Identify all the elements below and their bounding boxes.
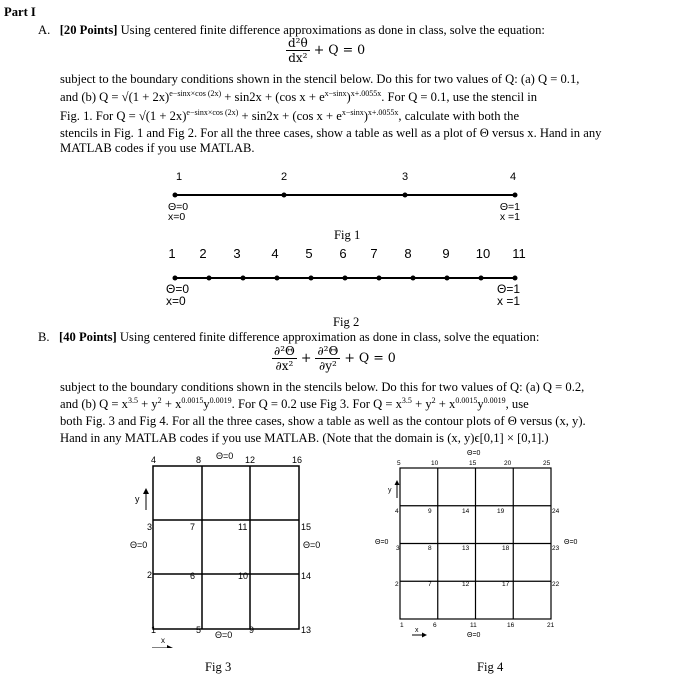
fig4-node-label: 12 bbox=[462, 581, 470, 588]
fig2-right-bc: Θ=1 bbox=[496, 282, 520, 296]
fig4-node-label: 16 bbox=[507, 622, 515, 629]
fig3-node-label: 1 bbox=[151, 625, 157, 635]
fig3-node-label: 6 bbox=[190, 571, 196, 581]
a-line3-part-c: ) bbox=[363, 109, 368, 123]
a-line3-sup3: x+.0055x bbox=[367, 107, 399, 117]
a-line2-sup3: x+.0055x bbox=[350, 88, 382, 98]
fig1-node-dot bbox=[173, 193, 178, 198]
fig3-right-bc: Θ=0 bbox=[303, 540, 321, 550]
fig2-node-label: 11 bbox=[512, 246, 526, 261]
fig3-top-bc: Θ=0 bbox=[216, 451, 234, 461]
section-b-points: [40 Points] bbox=[59, 330, 117, 344]
fig4-node-label: 18 bbox=[502, 545, 510, 552]
b-line2-c: + x bbox=[161, 397, 182, 411]
b-line2-a: and (b) Q = x bbox=[60, 397, 128, 411]
fig4-node-label: 25 bbox=[543, 460, 551, 467]
fig2-left-x: x=0 bbox=[166, 294, 186, 308]
fig4-node-label: 11 bbox=[470, 622, 477, 629]
section-a-line3 bbox=[60, 108, 519, 124]
fig4-node-label: 19 bbox=[497, 508, 505, 515]
part-title: Part I bbox=[4, 5, 36, 19]
fig4-node-label: 1 bbox=[400, 622, 404, 629]
section-a-equation bbox=[286, 36, 365, 65]
section-a-line1: subject to the boundary conditions shown in the stencil below. Do this for two values of Q: (a) Q = 0.1, bbox=[60, 72, 580, 86]
fig4-stencil bbox=[370, 446, 585, 646]
fig2-right-x: x =1 bbox=[496, 294, 520, 308]
a-line2-part-a: and (b) Q = √(1 + 2x) bbox=[60, 90, 170, 104]
fig3-y-label: y bbox=[135, 494, 140, 504]
fig3-node-label: 9 bbox=[249, 625, 255, 635]
fig2-node-label: 7 bbox=[370, 246, 378, 261]
fig3-node-label: 2 bbox=[147, 570, 153, 580]
section-a-line5: MATLAB codes if you use MATLAB. bbox=[60, 141, 255, 155]
fig2-node-label: 5 bbox=[305, 246, 313, 261]
b-line2-e: . For Q = 0.2 use Fig 3. For Q = x bbox=[231, 397, 402, 411]
fig4-node-label: 5 bbox=[397, 460, 401, 467]
b-line2-i: , use bbox=[505, 397, 529, 411]
eq-b-numerator-1: ∂²Θ bbox=[274, 344, 295, 358]
fig1-stencil bbox=[150, 165, 540, 225]
fig2-node-label: 1 bbox=[168, 246, 176, 261]
fig3-node-label: 12 bbox=[245, 455, 256, 465]
fig1-node-dot bbox=[403, 193, 408, 198]
b-line2-f: + y bbox=[411, 397, 432, 411]
eq-b-plus: + bbox=[300, 350, 312, 365]
fig3-node-label: 10 bbox=[238, 571, 249, 581]
eq-b-fraction-2 bbox=[315, 344, 340, 373]
fig4-y-label: y bbox=[388, 487, 392, 494]
fig1-node-label: 3 bbox=[401, 171, 409, 183]
eq-b-numerator-2: ∂²Θ bbox=[317, 344, 339, 358]
b-line2-h: y bbox=[477, 397, 484, 411]
fig4-node-label: 20 bbox=[504, 460, 512, 467]
fig4-node-label: 6 bbox=[433, 622, 437, 629]
fig1-node-label: 2 bbox=[280, 171, 288, 183]
fig3-left-bc: Θ=0 bbox=[130, 540, 148, 550]
fig4-x-label: x bbox=[415, 627, 419, 634]
fig1-node-dot bbox=[513, 193, 518, 198]
fig3-node-label: 3 bbox=[147, 522, 153, 532]
a-line2-sup2: x−sinx bbox=[324, 88, 347, 98]
fig4-node-label: 8 bbox=[428, 545, 432, 552]
b-line2-s5: 3.5 bbox=[401, 395, 412, 405]
fig2-caption: Fig 2 bbox=[333, 315, 360, 329]
a-line3-sup2: x−sinx bbox=[341, 107, 364, 117]
fig4-left-bc: Θ=0 bbox=[375, 539, 389, 546]
fig1-right-bc: Θ=1 bbox=[499, 201, 520, 213]
fig4-node-label: 7 bbox=[428, 581, 432, 588]
fig4-node-label: 3 bbox=[396, 545, 400, 552]
fig2-node-label: 4 bbox=[271, 246, 279, 261]
fig2-node-label: 6 bbox=[339, 246, 347, 261]
b-line2-d: y bbox=[203, 397, 210, 411]
fig4-node-label: 15 bbox=[469, 460, 477, 467]
fig3-node-label: 8 bbox=[196, 455, 202, 465]
b-line2-s2: 2 bbox=[157, 395, 162, 405]
section-b-label: B. bbox=[38, 330, 50, 344]
eq-b-fraction-1 bbox=[272, 344, 297, 373]
fig4-node-label: 13 bbox=[462, 545, 470, 552]
fig1-right-x: x =1 bbox=[499, 211, 520, 223]
a-line3-part-b: + sin2x + (cos x + e bbox=[238, 109, 342, 123]
b-line2-s6: 2 bbox=[431, 395, 436, 405]
fig2-node-label: 2 bbox=[199, 246, 207, 261]
section-b-line2 bbox=[60, 396, 529, 412]
fig3-y-arrowhead bbox=[143, 488, 149, 494]
b-line2-b: + y bbox=[137, 397, 158, 411]
fig4-node-label: 10 bbox=[431, 460, 439, 467]
section-a-label: A. bbox=[38, 23, 51, 37]
fig3-node-label: 11 bbox=[238, 522, 248, 532]
section-b-line3: both Fig. 3 and Fig 4. For all the three cases, show a table as well as the contour plots of Θ versus (x, y). bbox=[60, 414, 586, 428]
fig4-node-label: 24 bbox=[552, 508, 560, 515]
fig3-node-label: 13 bbox=[301, 625, 312, 635]
fig1-left-x: x=0 bbox=[168, 211, 186, 223]
b-line2-s8: 0.0019 bbox=[483, 395, 506, 405]
fig3-x-label: x bbox=[161, 636, 165, 645]
fig3-stencil bbox=[125, 448, 340, 648]
fig4-node-label: 21 bbox=[547, 622, 555, 629]
a-line3-sup1: e−sinx×cos (2x) bbox=[186, 107, 239, 117]
fig4-node-label: 22 bbox=[552, 581, 560, 588]
fig2-node-label: 10 bbox=[475, 246, 491, 261]
fig4-caption: Fig 4 bbox=[477, 660, 504, 674]
section-b-header bbox=[38, 329, 539, 345]
b-line2-s3: 0.0015 bbox=[181, 395, 204, 405]
a-line2-part-b: + sin2x + (cos x + e bbox=[221, 90, 325, 104]
fig4-top-bc: Θ=0 bbox=[467, 450, 481, 457]
eq-a-rest: + Q = 0 bbox=[313, 42, 366, 57]
fig4-y-arrowhead bbox=[395, 480, 400, 485]
fig4-node-label: 14 bbox=[462, 508, 470, 515]
fig3-node-label: 7 bbox=[190, 522, 196, 532]
eq-a-denominator: dx² bbox=[288, 51, 308, 65]
fig3-grid bbox=[153, 466, 299, 629]
fig4-node-label: 2 bbox=[395, 581, 399, 588]
b-line2-s7: 0.0015 bbox=[455, 395, 478, 405]
fig2-node-label: 3 bbox=[233, 246, 241, 261]
fig1-node-dot bbox=[282, 193, 287, 198]
a-line3-part-a: Fig. 1. For Q = √(1 + 2x) bbox=[60, 109, 187, 123]
fig3-x-arrowhead bbox=[167, 645, 173, 648]
fig4-x-arrowhead bbox=[422, 633, 427, 638]
fig3-node-label: 15 bbox=[301, 522, 312, 532]
section-b-equation bbox=[272, 344, 396, 373]
b-line2-s1: 3.5 bbox=[127, 395, 138, 405]
fig1-node-label: 1 bbox=[175, 171, 183, 183]
fig4-node-label: 23 bbox=[552, 545, 560, 552]
b-line2-s4: 0.0019 bbox=[209, 395, 232, 405]
a-line2-part-d: . For Q = 0.1, use the stencil in bbox=[381, 90, 538, 104]
fig3-node-label: 4 bbox=[151, 455, 157, 465]
fig4-node-label: 9 bbox=[428, 508, 432, 515]
eq-a-fraction bbox=[286, 36, 310, 65]
section-a-intro: Using centered finite difference approximations as done in class, solve the equation: bbox=[120, 23, 545, 37]
section-a-line2 bbox=[60, 89, 537, 105]
fig4-node-label: 4 bbox=[395, 508, 399, 515]
eq-a-numerator: d²θ bbox=[288, 36, 308, 50]
a-line2-sup1: e−sinx×cos (2x) bbox=[169, 88, 222, 98]
fig3-caption: Fig 3 bbox=[205, 660, 232, 674]
eq-b-rest: + Q = 0 bbox=[344, 350, 396, 365]
fig1-caption: Fig 1 bbox=[334, 228, 361, 242]
fig2-node-label: 8 bbox=[404, 246, 412, 261]
section-b-line4: Hand in any MATLAB codes if you use MATLAB. (Note that the domain is (x, y)ϵ[0,1] × [0,1].) bbox=[60, 431, 549, 445]
fig3-bottom-bc: Θ=0 bbox=[215, 630, 233, 640]
b-line2-g: + x bbox=[435, 397, 456, 411]
fig2-stencil bbox=[150, 243, 540, 308]
fig3-node-label: 16 bbox=[292, 455, 303, 465]
fig1-left-bc: Θ=0 bbox=[168, 201, 189, 213]
fig2-node-label: 9 bbox=[442, 246, 450, 261]
fig1-node-label: 4 bbox=[509, 171, 517, 183]
section-b-line1: subject to the boundary conditions shown in the stencils below. Do this for two values of Q: (a) Q = 0.2, bbox=[60, 380, 585, 394]
fig2-left-bc: Θ=0 bbox=[166, 282, 190, 296]
fig4-node-label: 17 bbox=[502, 581, 510, 588]
section-b-intro: Using centered finite difference approximation as done in class, solve the equation: bbox=[119, 330, 540, 344]
fig4-right-bc: Θ=0 bbox=[564, 539, 578, 546]
fig4-bottom-bc: Θ=0 bbox=[467, 632, 481, 639]
a-line3-part-d: , calculate with both the bbox=[398, 109, 520, 123]
fig3-node-label: 5 bbox=[196, 625, 202, 635]
eq-b-denominator-2: ∂y² bbox=[318, 359, 337, 373]
section-a-line4: stencils in Fig. 1 and Fig 2. For all the three cases, show a table as well as a plot of Θ versus x. Hand in any bbox=[60, 126, 602, 140]
a-line2-part-c: ) bbox=[346, 90, 351, 104]
fig3-node-label: 14 bbox=[301, 571, 312, 581]
section-a-points: [20 Points] bbox=[59, 23, 118, 37]
fig4-grid bbox=[400, 468, 551, 619]
eq-b-denominator-1: ∂x² bbox=[275, 359, 294, 373]
